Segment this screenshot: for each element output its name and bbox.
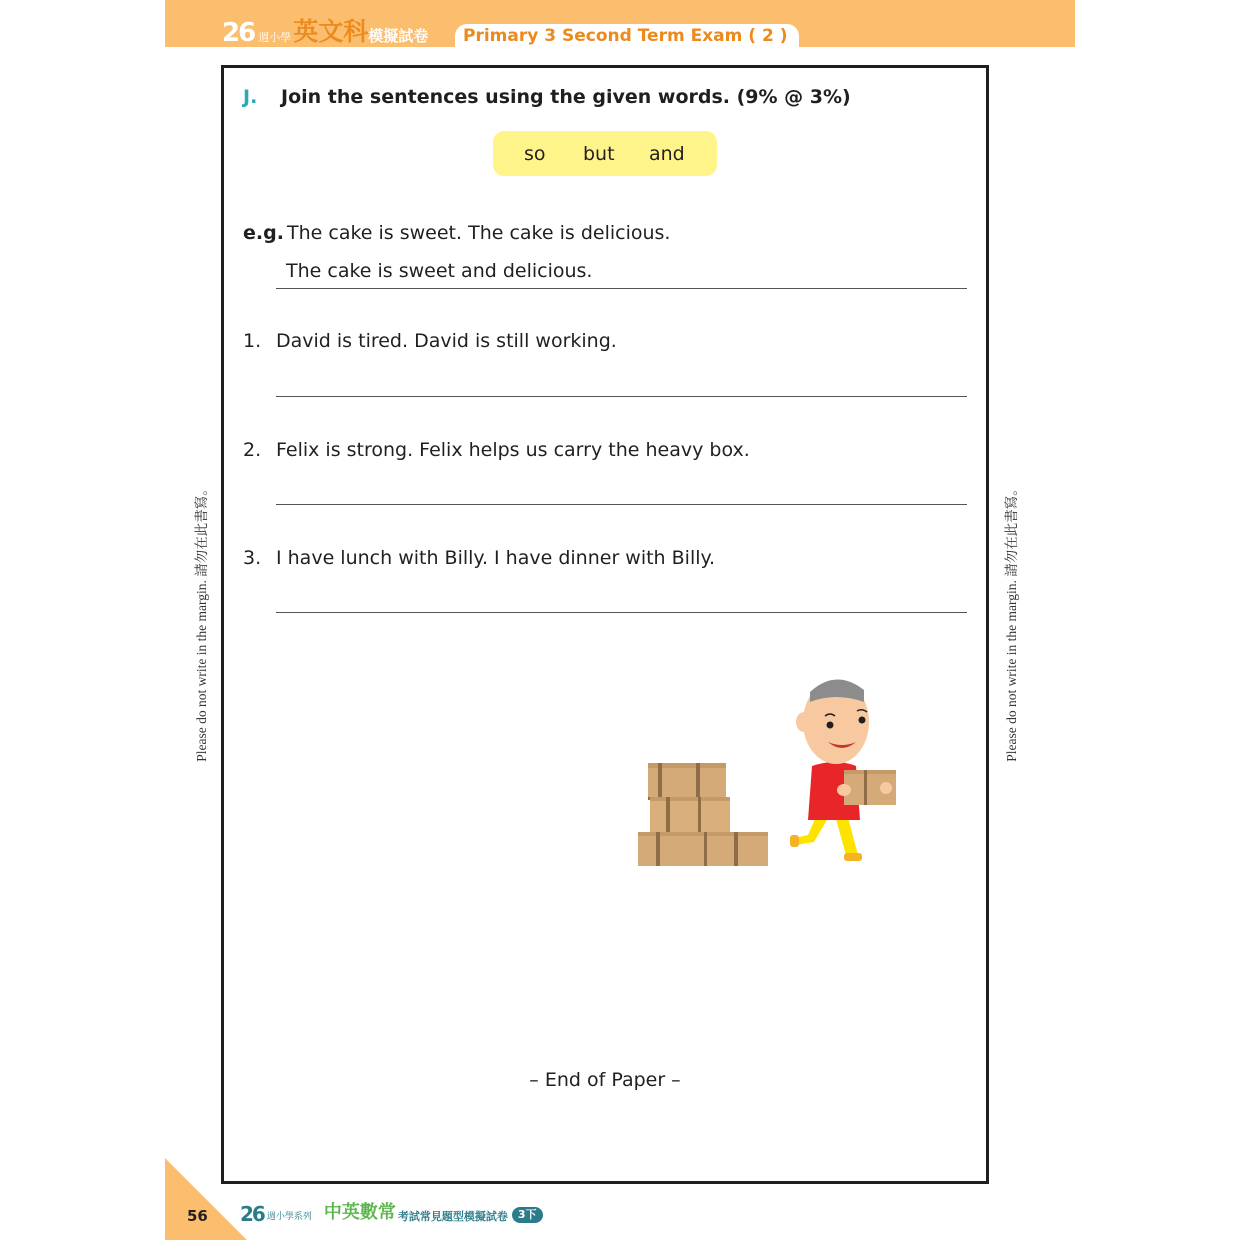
boy-icon: [790, 679, 896, 861]
header-brand-logo: [222, 17, 429, 48]
given-word-but: but: [583, 143, 615, 165]
question-3-number: 3.: [243, 547, 262, 569]
question-1-number: 1.: [243, 330, 262, 352]
question-1-answer-line[interactable]: [276, 396, 967, 397]
box-stack-icon: [638, 763, 768, 866]
boy-carrying-boxes-illustration: [636, 670, 906, 870]
footer-logo-small: 週小學系列: [266, 1212, 312, 1222]
given-word-and: and: [649, 143, 685, 165]
example-answer: The cake is sweet and delicious.: [286, 260, 593, 282]
footer-description: 考試常見題型模擬試卷: [397, 1210, 508, 1223]
footer-brand: [240, 1202, 543, 1226]
exam-kind: 模擬試卷: [368, 27, 429, 45]
question-1-text: David is tired. David is still working.: [276, 330, 617, 352]
example-label: e.g.: [243, 222, 284, 244]
subject-title: 英文科: [293, 17, 369, 46]
logo-number: 26: [222, 18, 255, 48]
example-prompt: The cake is sweet. The cake is delicious.: [287, 222, 671, 244]
footer-logo-number: 26: [240, 1202, 264, 1226]
question-2-text: Felix is strong. Felix helps us carry the heavy box.: [276, 439, 750, 461]
footer-grade-badge: 3下: [512, 1207, 543, 1223]
question-3-text: I have lunch with Billy. I have dinner with Billy.: [276, 547, 716, 569]
footer-series: 中英數常: [323, 1202, 396, 1223]
given-word-so: so: [524, 143, 546, 165]
question-2-answer-line[interactable]: [276, 504, 967, 505]
exam-title-pill: [455, 24, 799, 48]
logo-small-text: 週小學: [258, 31, 292, 44]
page-corner-triangle: [165, 1158, 247, 1240]
given-words-box: [493, 131, 717, 176]
exam-title: Primary 3 Second Term Exam ( 2 ): [463, 26, 788, 46]
question-2-number: 2.: [243, 439, 262, 461]
margin-note-right: Please do not write in the margin. 請勿在此書寫。: [1004, 482, 1019, 762]
section-letter: J.: [243, 86, 258, 108]
page-number: 56: [187, 1207, 208, 1225]
example-answer-line: [276, 288, 967, 289]
section-instruction: Join the sentences using the given words. (9% @ 3%): [281, 86, 851, 108]
question-3-answer-line[interactable]: [276, 612, 967, 613]
end-of-paper: – End of Paper –: [529, 1069, 681, 1091]
margin-note-left: Please do not write in the margin. 請勿在此書寫。: [194, 482, 209, 762]
